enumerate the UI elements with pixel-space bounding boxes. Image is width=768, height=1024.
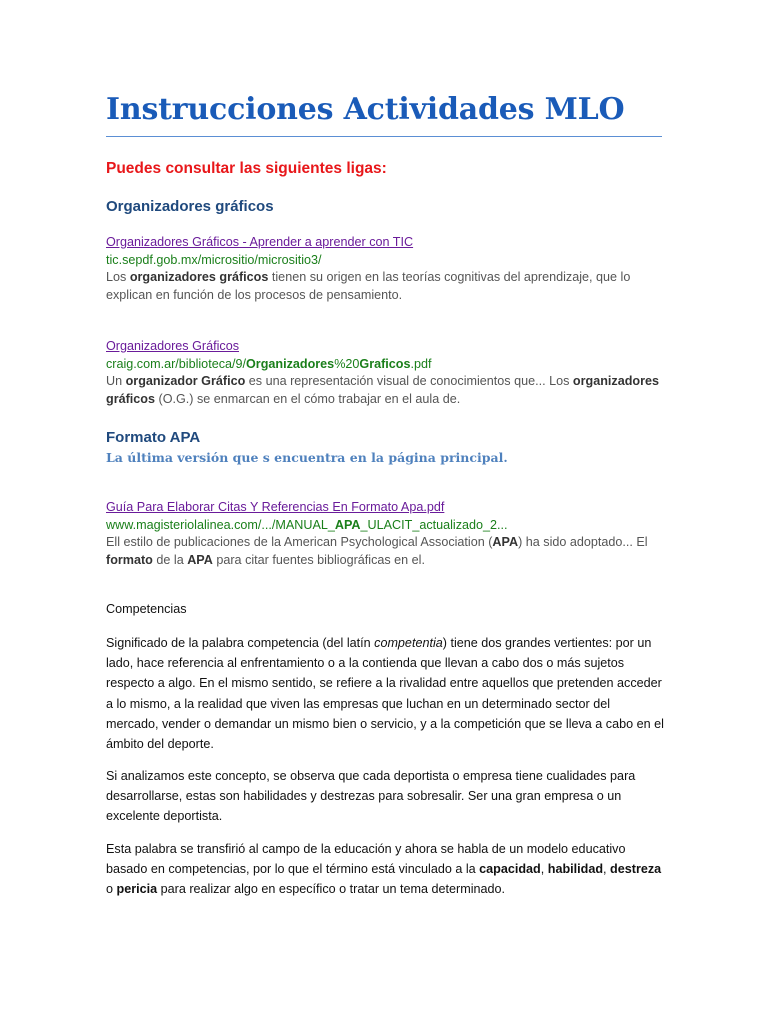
snippet-text: es una representación visual de conocimientos que... Los bbox=[245, 374, 573, 388]
url-text: _ULACIT_actualizado_2... bbox=[360, 517, 508, 532]
search-result-3 bbox=[106, 499, 666, 569]
competencias-label: Competencias bbox=[106, 602, 187, 616]
section-heading-organizadores: Organizadores gráficos bbox=[106, 198, 274, 215]
title-divider bbox=[106, 136, 662, 137]
competencias-paragraph-2 bbox=[106, 766, 666, 827]
paragraph-text: Si analizamos este concepto, se observa que cada deportista o empresa tiene cualidades para desarrollarse, estas son habilidades y destrezas para sobresalir. Ser una gran empresa o un excelente deportista. bbox=[106, 769, 636, 824]
paragraph-bold: capacidad bbox=[479, 862, 541, 877]
competencias-paragraph-1 bbox=[106, 633, 666, 754]
result-url-3 bbox=[106, 517, 666, 535]
result-link-2[interactable]: Organizadores Gráficos bbox=[106, 339, 239, 353]
url-text: craig.com.ar/biblioteca/9/ bbox=[106, 356, 246, 371]
paragraph-bold: destreza bbox=[610, 862, 662, 877]
snippet-text: Ell estilo de publicaciones de la American Psychological Association ( bbox=[106, 535, 493, 549]
snippet-text: (O.G.) se enmarcan en el cómo trabajar en el aula de. bbox=[155, 391, 461, 406]
search-result-1 bbox=[106, 234, 666, 304]
section-heading-apa: Formato APA bbox=[106, 429, 201, 446]
competencias-paragraph-3 bbox=[106, 839, 666, 900]
result-url-1: tic.sepdf.gob.mx/micrositio/micrositio3/ bbox=[106, 252, 322, 267]
paragraph-text: Significado de la palabra competencia (del latín bbox=[106, 636, 375, 650]
paragraph-bold: pericia bbox=[116, 882, 158, 897]
paragraph-text: Esta palabra se transfirió al campo de la educación y ahora se habla de un modelo educativo basado en competencias, por lo que el término está vinculado a la bbox=[106, 842, 626, 877]
result-link-1[interactable]: Organizadores Gráficos - Aprender a aprender con TIC bbox=[106, 235, 414, 249]
url-text: %20 bbox=[334, 356, 360, 371]
url-bold: Organizadores bbox=[246, 356, 335, 371]
snippet-bold: organizadores gráficos bbox=[106, 374, 659, 406]
snippet-text: tienen su origen en las teorías cognitivas del aprendizaje, que lo explican en función de los procesos de pensamiento. bbox=[106, 270, 631, 302]
url-text: www.magisteriolalinea.com/.../MANUAL_ bbox=[106, 517, 335, 532]
consult-heading: Puedes consultar las siguientes ligas: bbox=[106, 160, 387, 177]
snippet-bold: APA bbox=[492, 535, 519, 549]
snippet-text: ) ha sido adoptado... El bbox=[518, 535, 648, 549]
snippet-text: Un bbox=[106, 374, 126, 388]
result-snippet-3 bbox=[106, 534, 666, 569]
snippet-bold: organizador Gráfico bbox=[125, 374, 246, 388]
snippet-text: Los bbox=[106, 270, 130, 284]
result-snippet-2 bbox=[106, 373, 666, 408]
paragraph-text: , bbox=[540, 862, 548, 877]
snippet-text: para citar fuentes bibliográficas en el. bbox=[212, 552, 425, 567]
apa-note: La última versión que s encuentra en la página principal. bbox=[106, 450, 508, 465]
paragraph-text: o bbox=[106, 882, 117, 897]
url-text: .pdf bbox=[410, 356, 432, 371]
paragraph-bold: habilidad bbox=[547, 862, 604, 877]
paragraph-italic: competentia bbox=[374, 636, 443, 650]
result-snippet-1 bbox=[106, 269, 666, 304]
search-result-2 bbox=[106, 338, 666, 408]
snippet-bold: APA bbox=[187, 552, 213, 567]
document-title: Instrucciones Actividades MLO bbox=[106, 92, 625, 127]
snippet-bold: organizadores gráficos bbox=[129, 270, 269, 284]
paragraph-text: , bbox=[603, 862, 611, 877]
paragraph-text: para realizar algo en específico o tratar un tema determinado. bbox=[157, 882, 506, 897]
url-bold: Graficos bbox=[359, 356, 411, 371]
snippet-bold: formato bbox=[106, 552, 153, 567]
snippet-text: de la bbox=[152, 552, 188, 567]
result-link-3[interactable]: Guía Para Elaborar Citas Y Referencias En Formato Apa.pdf bbox=[106, 500, 445, 514]
paragraph-text: ) tiene dos grandes vertientes: por un lado, hace referencia al enfrentamiento o a la contienda que llevan a cabo dos o más sujetos respecto a algo. En el mismo sentido, se refiere a la rivalidad entre aquellos que pretenden acceder a lo mismo, a la realidad que viven las empresas que luchan en un determinado sector del mercado, vender o demandar un mismo bien o servicio, y a la competición que se lleva a cabo en el ámbito del deporte. bbox=[106, 636, 664, 752]
url-bold: APA bbox=[334, 517, 361, 532]
result-url-2 bbox=[106, 356, 666, 374]
